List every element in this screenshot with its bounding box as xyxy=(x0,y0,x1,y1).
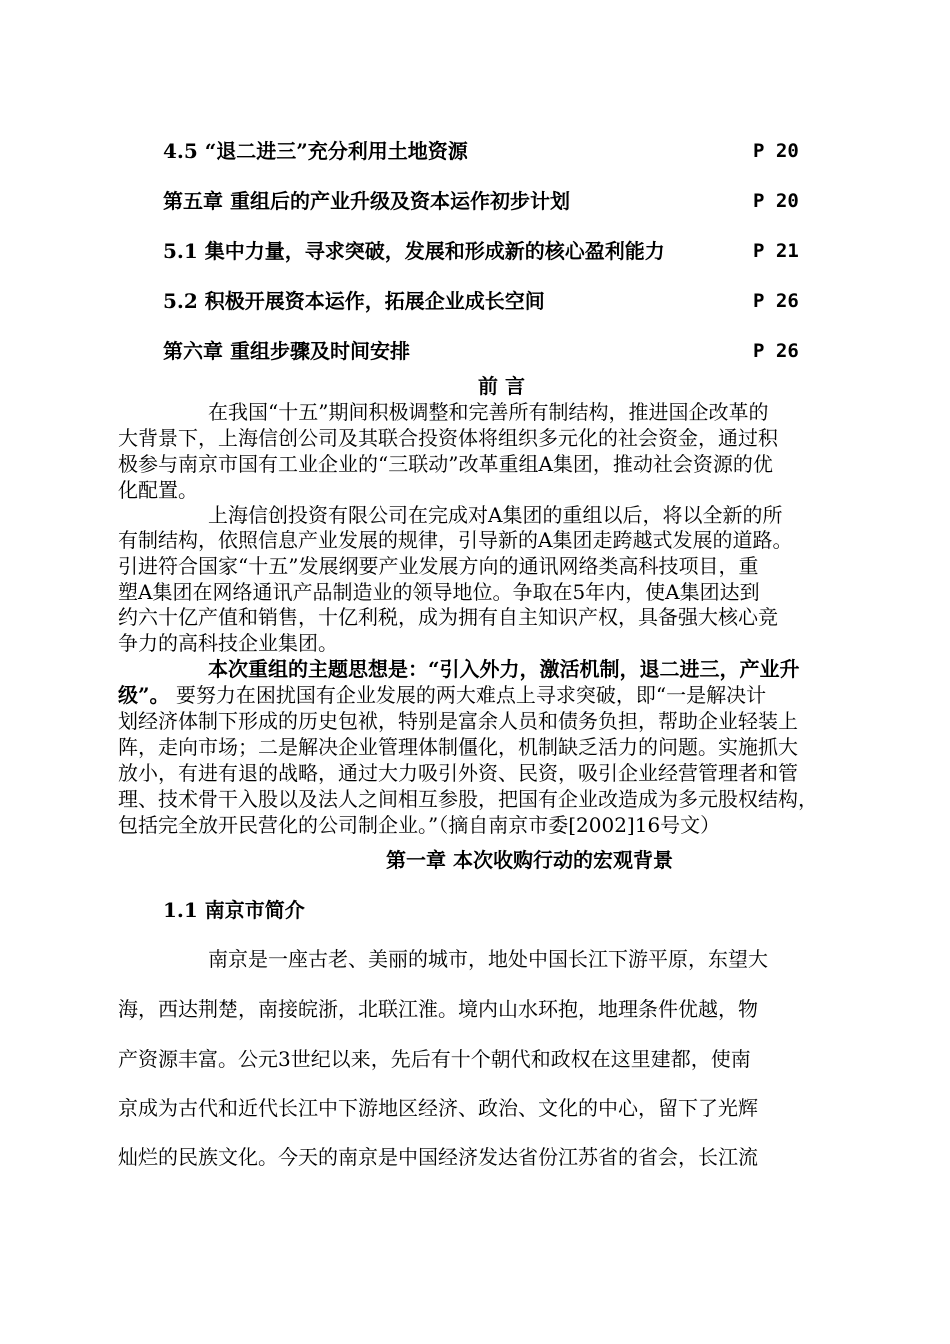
section-title: 1.1 南京市简介 xyxy=(163,898,305,922)
toc-title: 5.1 集中力量，寻求突破，发展和形成新的核心盈利能力 xyxy=(163,239,665,263)
body-line: 南京是一座古老、美丽的城市，地处中国长江下游平原，东望大 xyxy=(208,947,768,971)
toc-row xyxy=(163,236,803,266)
theme-line: 包括完全放开民营化的公司制企业。”（摘自南京市委[2002]16号文） xyxy=(118,813,721,837)
toc-title: 第五章 重组后的产业升级及资本运作初步计划 xyxy=(163,189,570,213)
preface-line: 在我国“十五”期间积极调整和完善所有制结构，推进国企改革的 xyxy=(208,400,769,424)
preface-line: 大背景下，上海信创公司及其联合投资体将组织多元化的社会资金，通过积 xyxy=(118,426,778,450)
preface-line: 引进符合国家“十五”发展纲要产业发展方向的通讯网络类高科技项目，重 xyxy=(118,554,759,578)
body-line: 产资源丰富。公元3世纪以来，先后有十个朝代和政权在这里建都，使南 xyxy=(118,1047,751,1071)
body-line: 灿烂的民族文化。今天的南京是中国经济发达省份江苏省的省会，长江流 xyxy=(118,1145,758,1169)
preface-line: 极参与南京市国有工业企业的“三联动”改革重组A集团，推动社会资源的优 xyxy=(118,452,773,476)
body-line: 京成为古代和近代长江中下游地区经济、政治、文化的中心，留下了光辉 xyxy=(118,1096,758,1120)
preface-line: 争力的高科技企业集团。 xyxy=(118,631,338,655)
toc-title: 第六章 重组步骤及时间安排 xyxy=(163,339,410,363)
body-line: 海，西达荆楚，南接皖浙，北联江淮。境内山水环抱，地理条件优越，物 xyxy=(118,997,758,1021)
preface-title: 前 言 xyxy=(478,374,525,398)
preface-line: 有制结构，依照信息产业发展的规律，引导新的A集团走跨越式发展的道路。 xyxy=(118,528,793,552)
preface-line: 塑A集团在网络通讯产品制造业的领导地位。争取在5年内，使A集团达到 xyxy=(118,580,760,604)
toc-title: 5.2 积极开展资本运作，拓展企业成长空间 xyxy=(163,289,545,313)
toc-page-number: P 20 xyxy=(753,140,799,162)
toc-row xyxy=(163,336,803,366)
preface-line: 约六十亿产值和销售，十亿利税，成为拥有自主知识产权，具备强大核心竞 xyxy=(118,605,778,629)
theme-line-bold: 本次重组的主题思想是：“引入外力，激活机制，退二进三，产业升 xyxy=(208,657,800,681)
toc-row xyxy=(163,186,803,216)
toc-title: 4.5 “退二进三”充分利用土地资源 xyxy=(163,139,468,163)
theme-rest: 要努力在困扰国有企业发展的两大难点上寻求突破，即“一是解决计 xyxy=(175,683,767,707)
theme-bold-tail: 级”。 xyxy=(118,683,170,707)
theme-line: 理、技术骨干入股以及法人之间相互参股，把国有企业改造成为多元股权结构， xyxy=(118,787,818,811)
toc-row xyxy=(163,286,803,316)
preface-line: 化配置。 xyxy=(118,478,198,502)
chapter-title: 第一章 本次收购行动的宏观背景 xyxy=(386,848,673,872)
theme-line: 阵，走向市场；二是解决企业管理体制僵化，机制缺乏活力的问题。实施抓大 xyxy=(118,735,798,759)
toc-row xyxy=(163,136,803,166)
toc-page-number: P 26 xyxy=(753,290,799,312)
toc-page-number: P 21 xyxy=(753,240,799,262)
theme-line: 放小，有进有退的战略，通过大力吸引外资、民资，吸引企业经营管理者和管 xyxy=(118,761,798,785)
theme-line xyxy=(118,682,766,708)
preface-line: 上海信创投资有限公司在完成对A集团的重组以后，将以全新的所 xyxy=(208,503,783,527)
toc-page-number: P 26 xyxy=(753,340,799,362)
toc-page-number: P 20 xyxy=(753,190,799,212)
theme-line: 划经济体制下形成的历史包袱，特别是富余人员和债务负担，帮助企业轻装上 xyxy=(118,709,798,733)
